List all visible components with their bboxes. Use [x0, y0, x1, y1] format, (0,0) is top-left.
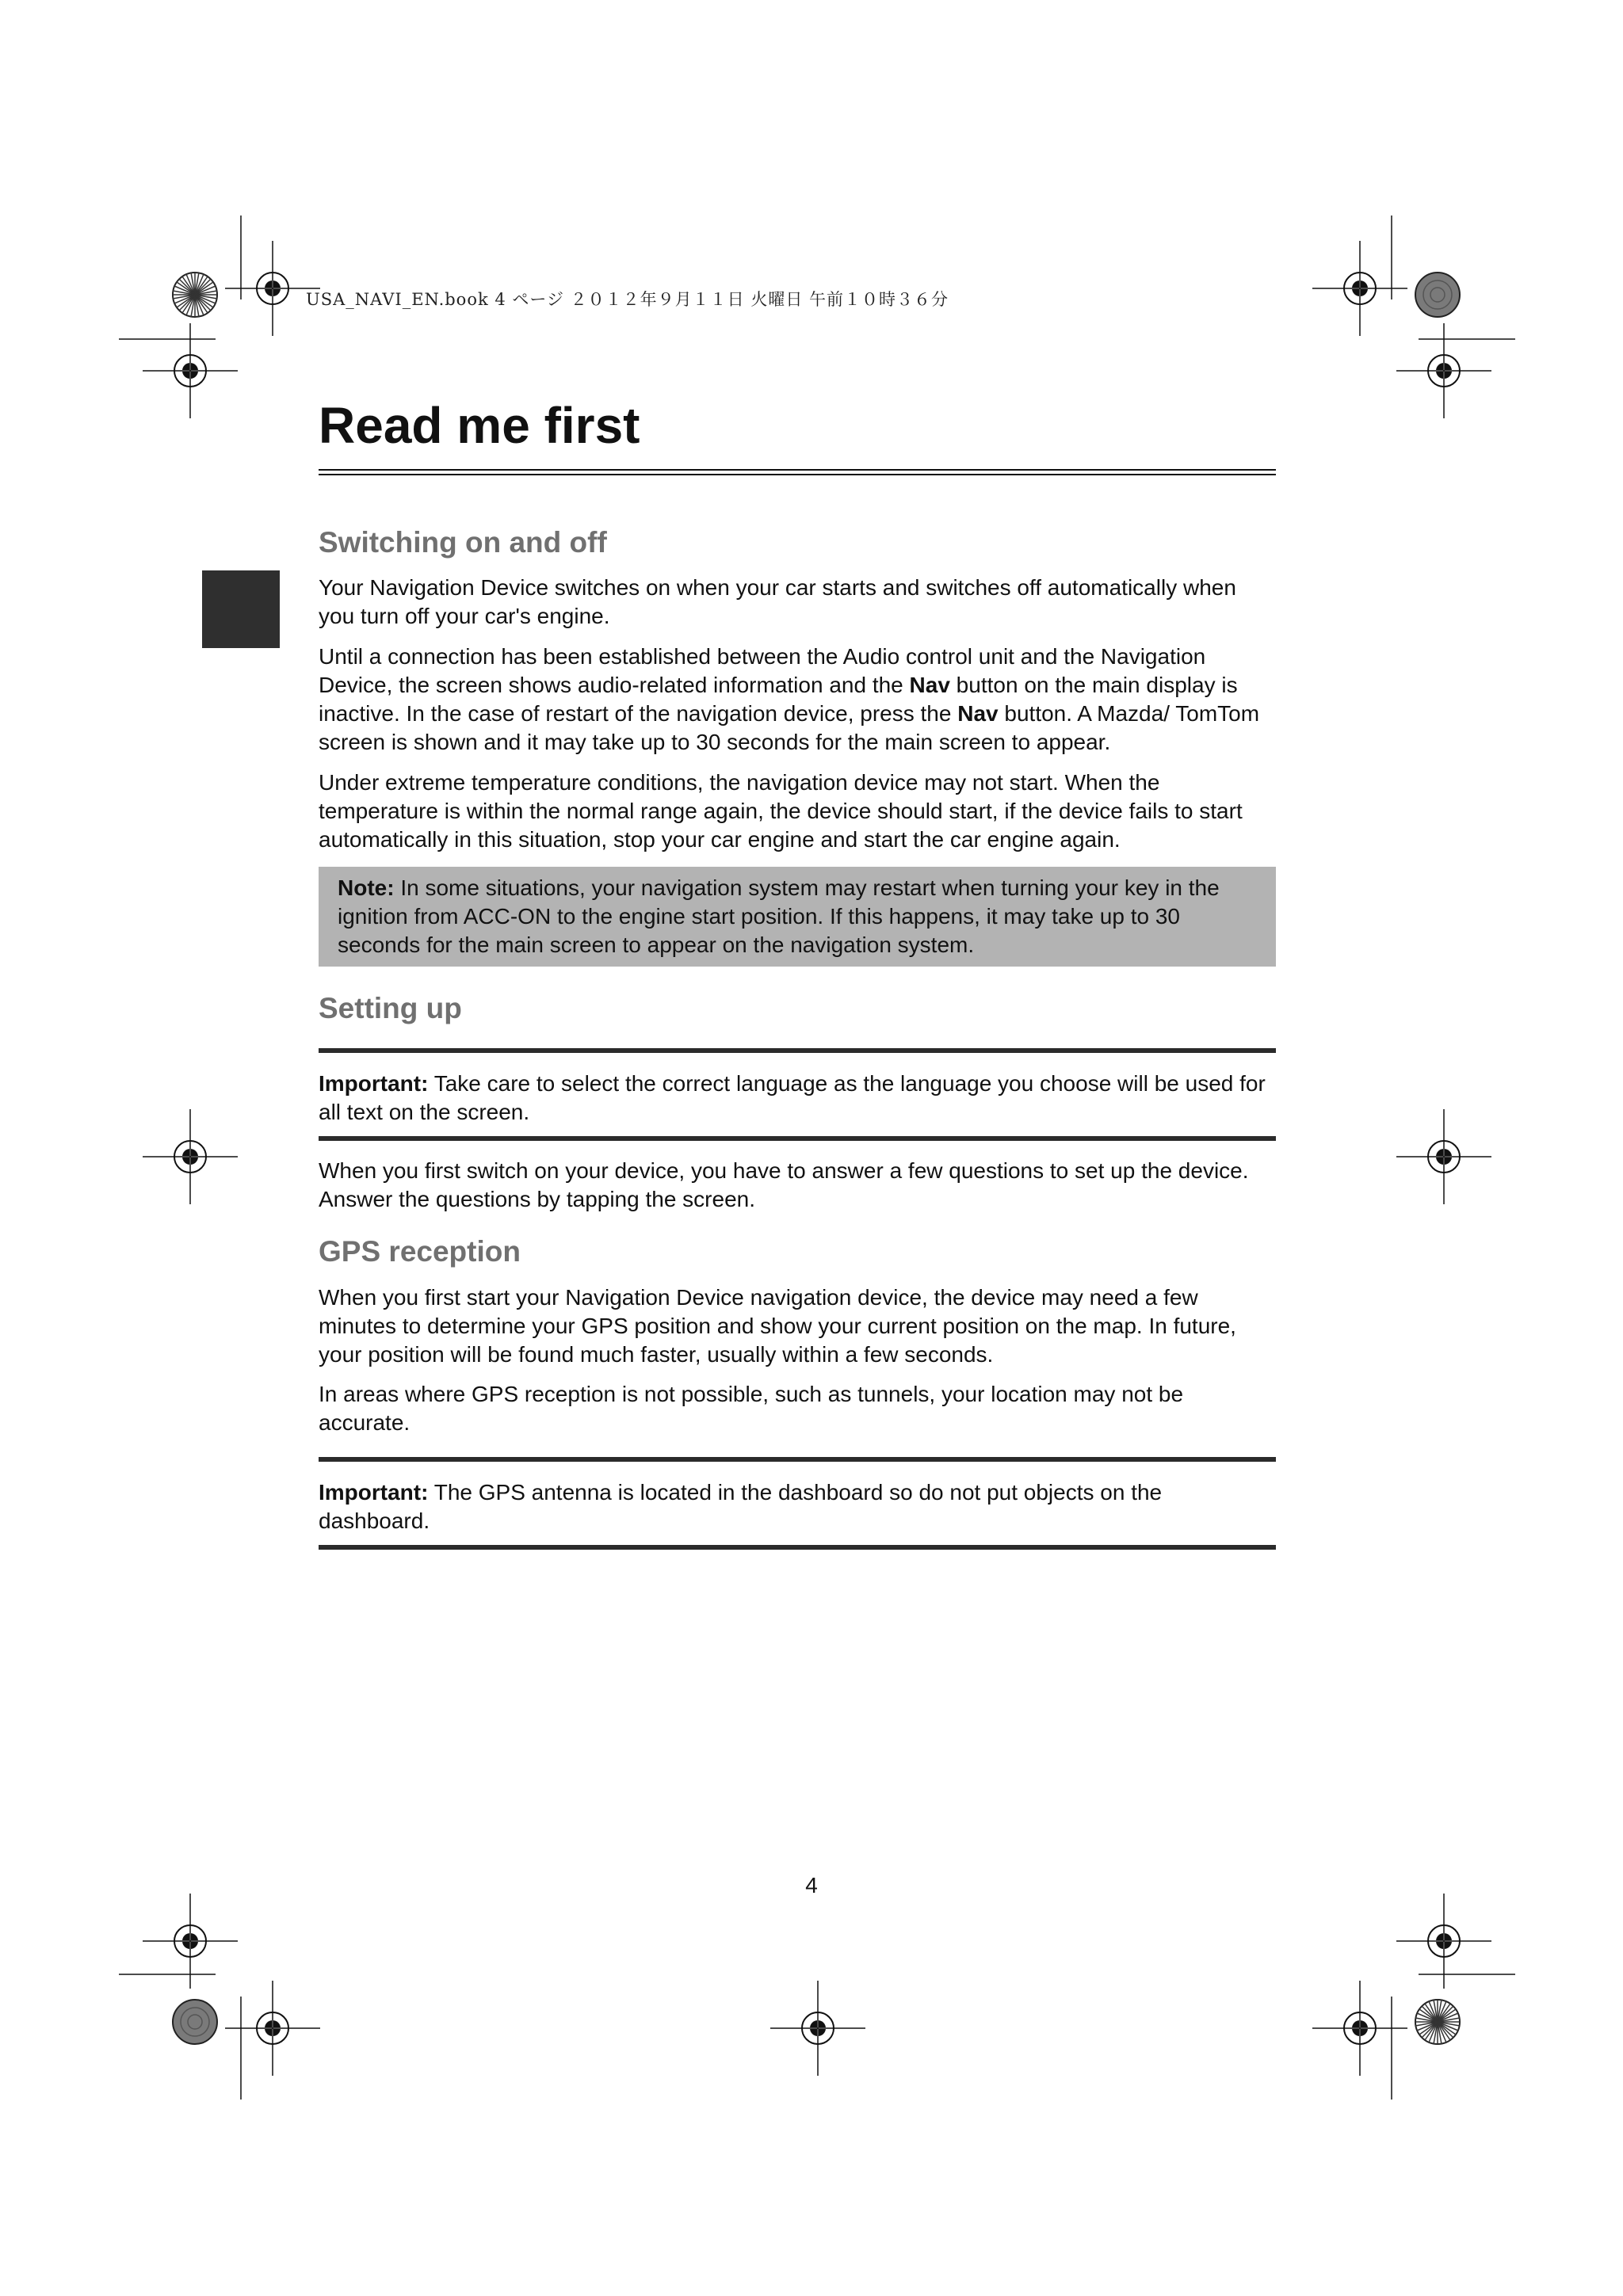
text-run: button on the main display is inactive. In the case of restart of the navigation device, press the: [319, 673, 1238, 726]
important-rule-top: [319, 1048, 1276, 1053]
chapter-tab: [202, 570, 280, 648]
important-rule-top: [319, 1457, 1276, 1462]
paragraph-setting-up: When you first switch on your device, you have to answer a few questions to set up the device. Answer the questions by tapping the screen.: [319, 1158, 1249, 1211]
section-heading-setting-up: Setting up: [319, 992, 462, 1024]
note-label: Note:: [338, 875, 395, 900]
important-text: Take care to select the correct language as the language you choose will be used for all text on the screen.: [319, 1071, 1266, 1124]
paragraph-switching-2: [319, 643, 1276, 757]
title-rule-bottom: [319, 474, 1276, 475]
text-run: button. A Mazda/ TomTom screen is shown and it may take up to 30 seconds for the main screen to appear.: [319, 701, 1260, 754]
note-box: [319, 867, 1276, 967]
running-head: USA_NAVI_EN.book 4 ページ ２０１２年９月１１日 火曜日 午前１０時３６分: [306, 290, 949, 309]
page-number: 4: [805, 1873, 818, 1897]
paragraph-gps-1: When you first start your Navigation Device navigation device, the device may need a few minutes to determine your GPS position and show your current position on the map. In future, your position will be found much faster, usually within a few seconds.: [319, 1285, 1236, 1367]
important-rule-bottom: [319, 1136, 1276, 1141]
important-label: Important:: [319, 1071, 429, 1096]
important-gps: [319, 1478, 1276, 1535]
important-label: Important:: [319, 1480, 429, 1505]
section-heading-gps: GPS reception: [319, 1235, 521, 1268]
section-heading-switching: Switching on and off: [319, 526, 607, 559]
note-text: In some situations, your navigation system may restart when turning your key in the ignition from ACC-ON to the engine start position. If this happens, it may take up to 30 seconds for the main screen to appear on the navigation system.: [338, 875, 1220, 957]
paragraph-switching-1: Your Navigation Device switches on when your car starts and switches off automatically when you turn off your car's engine.: [319, 575, 1236, 628]
page-title: Read me first: [319, 397, 640, 454]
text-run: Until a connection has been established between the Audio control unit and the Navigation Device, the screen shows audio-related information and the: [319, 644, 1206, 697]
important-text: The GPS antenna is located in the dashboard so do not put objects on the dashboard.: [319, 1480, 1163, 1533]
title-rule-top: [319, 469, 1276, 471]
paragraph-switching-3: Under extreme temperature conditions, the navigation device may not start. When the temperature is within the normal range again, the device should start, if the device fails to start automatically in this situation, stop your car engine and start the car engine again.: [319, 770, 1243, 852]
nav-button-label: Nav: [909, 673, 950, 697]
important-rule-bottom: [319, 1545, 1276, 1550]
important-setting-up: [319, 1070, 1276, 1127]
paragraph-gps-2: In areas where GPS reception is not possible, such as tunnels, your location may not be accurate.: [319, 1382, 1184, 1435]
nav-button-label: Nav: [957, 701, 999, 726]
